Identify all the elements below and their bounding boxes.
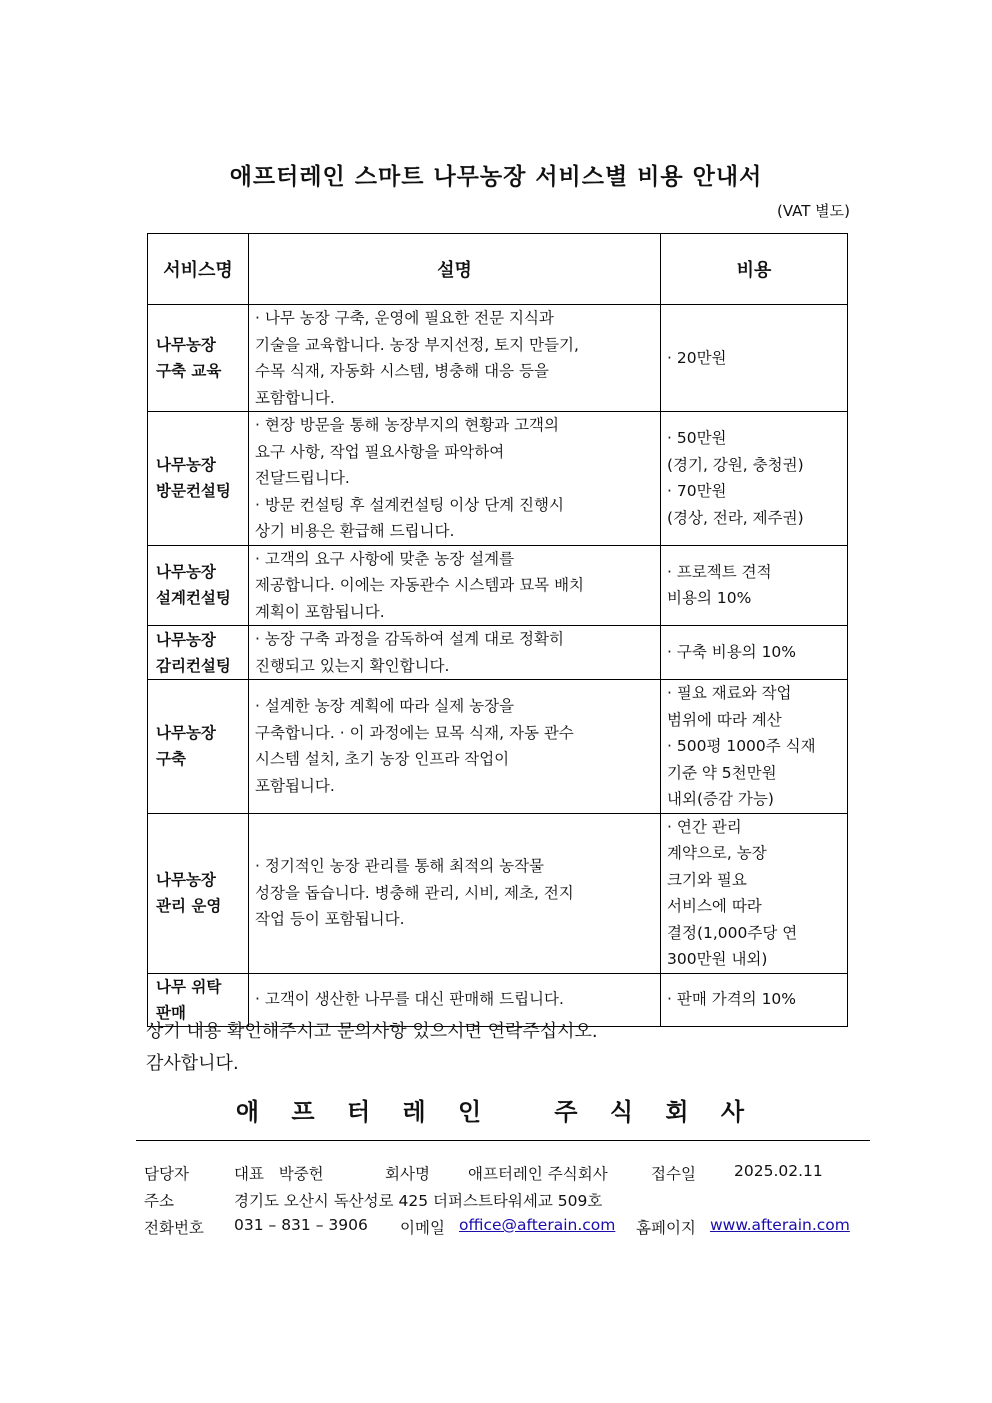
address-label: 주소 bbox=[144, 1192, 174, 1210]
manager-label: 담당자 bbox=[144, 1165, 189, 1183]
divider-line bbox=[136, 1140, 870, 1141]
service-name-cell: 나무농장 감리컨설팅 bbox=[148, 626, 249, 680]
table-row bbox=[148, 412, 848, 546]
email-label: 이메일 bbox=[400, 1219, 445, 1237]
homepage-link[interactable]: www.afterain.com bbox=[710, 1216, 850, 1234]
service-name-cell: 나무농장 구축 bbox=[148, 680, 249, 814]
cost-cell: · 20만원 bbox=[661, 305, 848, 412]
cost-cell: · 연간 관리 계약으로, 농장 크기와 필요 서비스에 따라 결정(1,000주당 연 300만원 내외) bbox=[661, 813, 848, 973]
homepage-label: 홈페이지 bbox=[636, 1219, 696, 1237]
closing-thanks-line: 감사합니다. bbox=[146, 1053, 239, 1074]
manager-value: 대표 박중헌 bbox=[234, 1165, 324, 1183]
cost-cell: · 프로젝트 견적 비용의 10% bbox=[661, 545, 848, 626]
description-cell: · 정기적인 농장 관리를 통해 최적의 농작물 성장을 돕습니다. 병충해 관리, 시비, 제초, 전지 작업 등이 포함됩니다. bbox=[249, 813, 661, 973]
cost-cell: · 판매 가격의 10% bbox=[661, 973, 848, 1026]
email-link[interactable]: office@afterain.com bbox=[459, 1216, 616, 1234]
service-name-cell: 나무농장 관리 운영 bbox=[148, 813, 249, 973]
table-header-row bbox=[148, 234, 848, 305]
table-row bbox=[148, 545, 848, 626]
table-row bbox=[148, 626, 848, 680]
description-cell: · 농장 구축 과정을 감독하여 설계 대로 정확히 진행되고 있는지 확인합니다. bbox=[249, 626, 661, 680]
description-cell: · 나무 농장 구축, 운영에 필요한 전문 지식과 기술을 교육합니다. 농장 부지선정, 토지 만들기, 수목 식재, 자동화 시스템, 병충해 대응 등을 포함합니다. bbox=[249, 305, 661, 412]
description-cell: · 설계한 농장 계획에 따라 실제 농장을 구축합니다. · 이 과정에는 묘목 식재, 자동 관수 시스템 설치, 초기 농장 인프라 작업이 포함됩니다. bbox=[249, 680, 661, 814]
closing-message bbox=[146, 1016, 598, 1080]
column-header-service: 서비스명 bbox=[148, 234, 249, 305]
service-name-cell: 나무농장 방문컨설팅 bbox=[148, 412, 249, 546]
vat-note: (VAT 별도) bbox=[776, 202, 850, 220]
service-fee-table bbox=[147, 233, 848, 1027]
description-cell: · 고객이 생산한 나무를 대신 판매해 드립니다. bbox=[249, 973, 661, 1026]
description-cell: · 고객의 요구 사항에 맞춘 농장 설계를 제공합니다. 이에는 자동관수 시스템과 묘목 배치 계획이 포함됩니다. bbox=[249, 545, 661, 626]
column-header-description: 설명 bbox=[249, 234, 661, 305]
received-date-label: 접수일 bbox=[651, 1165, 696, 1183]
service-name-cell: 나무농장 설계컨설팅 bbox=[148, 545, 249, 626]
cost-cell: · 50만원 (경기, 강원, 충청권) · 70만원 (경상, 전라, 제주권) bbox=[661, 412, 848, 546]
company-name-heading: 애 프 터 레 인 주 식 회 사 bbox=[235, 1098, 757, 1126]
service-name-cell: 나무농장 구축 교육 bbox=[148, 305, 249, 412]
column-header-cost: 비용 bbox=[661, 234, 848, 305]
phone-value: 031 – 831 – 3906 bbox=[234, 1216, 368, 1234]
address-value: 경기도 오산시 독산성로 425 더퍼스트타워세교 509호 bbox=[234, 1192, 603, 1210]
table-row bbox=[148, 680, 848, 814]
company-label: 회사명 bbox=[385, 1165, 430, 1183]
phone-label: 전화번호 bbox=[144, 1219, 204, 1237]
cost-cell: · 구축 비용의 10% bbox=[661, 626, 848, 680]
closing-request-line: 상기 내용 확인해주시고 문의사항 있으시면 연락주십시오. bbox=[146, 1021, 598, 1042]
document-title: 애프터레인 스마트 나무농장 서비스별 비용 안내서 bbox=[229, 164, 763, 190]
cost-cell: · 필요 재료와 작업 범위에 따라 계산 · 500평 1000주 식재 기준 약 5천만원 내외(증감 가능) bbox=[661, 680, 848, 814]
table-row bbox=[148, 813, 848, 973]
received-date-value: 2025.02.11 bbox=[734, 1162, 823, 1180]
company-value: 애프터레인 주식회사 bbox=[468, 1165, 608, 1183]
service-name-cell: 나무 위탁 판매 bbox=[148, 973, 249, 1026]
table-row bbox=[148, 305, 848, 412]
description-cell: · 현장 방문을 통해 농장부지의 현황과 고객의 요구 사항, 작업 필요사항을 파악하여 전달드립니다. · 방문 컨설팅 후 설계컨설팅 이상 단계 진행시 상기 비용은 환급해 드립니다. bbox=[249, 412, 661, 546]
